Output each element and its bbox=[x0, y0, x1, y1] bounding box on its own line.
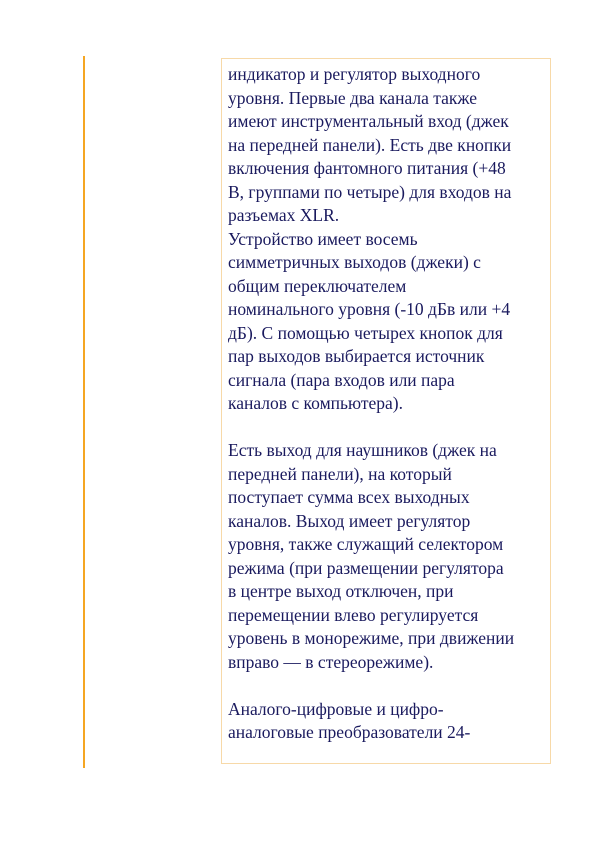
paragraph-gap bbox=[228, 674, 546, 698]
paragraph-headphones: Есть выход для наушников (джек на передней панели), на который поступает сумма всех выходных каналов. Выход имеет регулятор уровня, также служащий селектором режима (при размещении регулятора в центре выход отключен, при перемещении влево регулируется уровень в монорежиме, при движении вправо — в стереорежиме). bbox=[228, 440, 515, 672]
paragraph-converters: Аналого-цифровые и цифро- аналоговые преобразователи 24- bbox=[228, 698, 471, 742]
left-margin-rule bbox=[83, 56, 85, 768]
text-frame bbox=[221, 58, 551, 764]
paragraph-inputs: индикатор и регулятор выходного уровня. Первые два канала также имеют инструментальный вход (джек на передней панели). Есть две кнопки включения фантомного питания (+48 В, группами по четыре) для входов на разъемах XLR. bbox=[228, 64, 512, 225]
paragraph-gap bbox=[228, 416, 546, 440]
paragraph-outputs: Устройство имеет восемь симметричных выходов (джеки) с общим переключателем номинального уровня (-10 дБв или +4 дБ). С помощью четырех кнопок для пар выходов выбирается источник сигнала (пара входов или пара каналов с компьютера). bbox=[228, 228, 511, 413]
